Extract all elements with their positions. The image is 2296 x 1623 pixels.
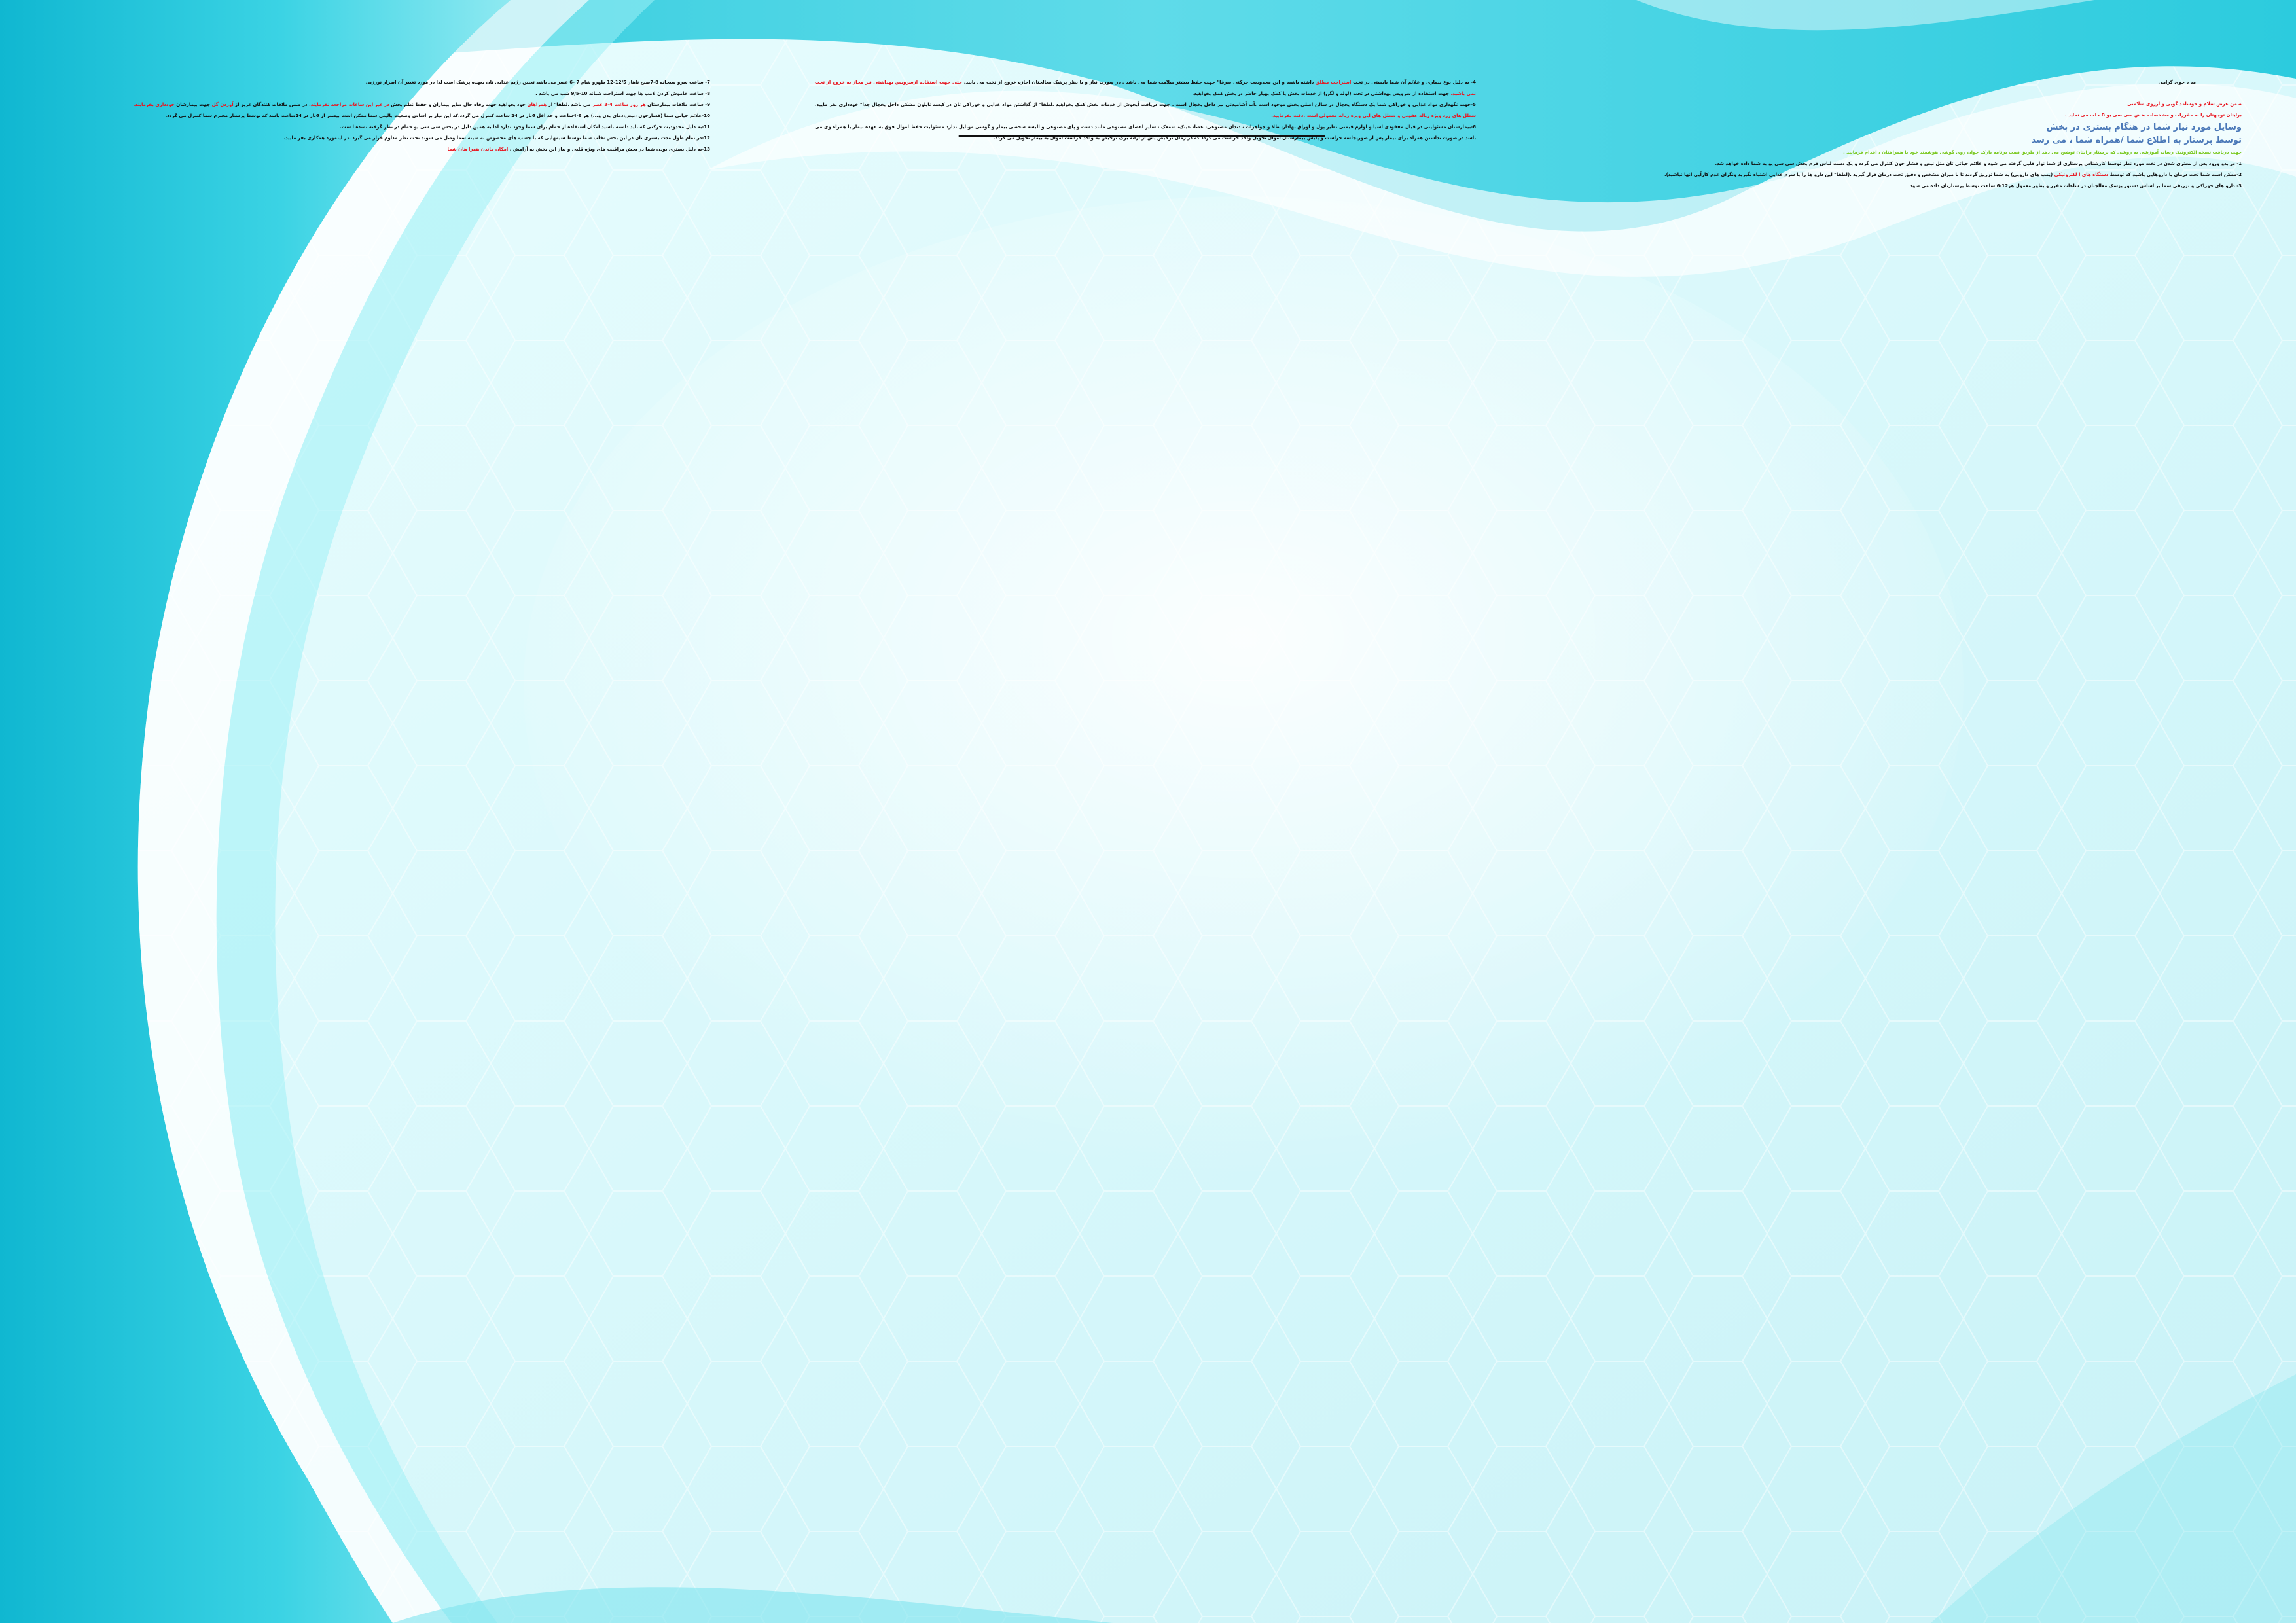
heading-a: وسایل مورد نیاز شما در هنگام بستری در بخش — [2046, 122, 2242, 132]
item-4 — [815, 77, 1476, 99]
item-2-b: دستگاه های ا لکترونیکی — [2054, 172, 2109, 177]
item-12: 12-در تمام طول مدت بستری تان در این بخش ،قلب شما توسط سیمهایی که با چسب های مخصوص به سینه شما وصل می شوند تحت نظر مداوم قرار می گیرد .در اینمورد همکاری بفر مایید. — [283, 135, 710, 141]
intro-b: برایتان توجهتان را به مقررات و مشخصات بخش سی سی یو B جلب می نماید . — [2065, 113, 2242, 118]
item-4-e: جهت استفاده از سرویس بهداشتی در تخت (لوله و لگن) از خدمات بخش یا کمک بهیار حاضر در بخش کمک بخواهید. — [1192, 91, 1450, 96]
item-8: 8- ساعت خاموش کردن لامپ ها جهت استراحت شبانه 10-9/5 شب می باشد . — [535, 91, 710, 96]
item-2-a: 2-ممکن است شما تحت درمان با داروهایی باشید که توسط — [2109, 172, 2242, 177]
middle-column — [815, 0, 1476, 1623]
item-4-b: استراحت مطلق — [1316, 80, 1352, 85]
item-9 — [62, 99, 710, 111]
item-6-b: پول و اوراق بهادار، طلا و جواهرات ، دندان مصنوعی، عصا، عینک، سمعک ، سایر اعضای مصنوعی مانند دست و پای مصنوعی و البسه شخصی بیمار و گوشی موبایل — [958, 124, 1325, 130]
item-2-c: (پمپ های دارویی) به شما تزریق گردند تا با میزان مشخص و دقیق تحت درمان قرار گیرید .(لطفا" این دارو ها را با سرم غذایی اشتباه نگیرید ونگران عدم کارآیی انها نباشید). — [1664, 172, 2053, 177]
item-5-a: 5-جهت نگهداری مواد غذایی و خوراکی شما یک دستگاه یخچال در سالن اصلی بخش موجود است .آب آشامیدنی نیز داخل یخچال است . جهت دریافت آبجوش از خدمات بخش کمک بخواهید .لطفا" از گذاشتن مواد غذایی و خوراکی تان در کیسه نایلون مشکی داخل یخچال جدا" خودداری بفر مایید. — [815, 102, 1476, 107]
item-11: 11-به دلیل محدودیت حرکتی که باید داشته باشید امکان استفاده از حمام برای شما وجود ندارد لذا به همین دلیل در بخش سی سی یو حمام در نظر گرفته نشده ا ست. — [340, 124, 710, 130]
item-13 — [62, 144, 710, 155]
item-9-i: جهت بیمارشان — [176, 102, 211, 107]
item-5 — [815, 99, 1476, 122]
item-9-f: در غیر این ساعات مراجعه نفرمایند. — [309, 102, 389, 107]
item-13-a: 13-به دلیل بستری بودن شما در بخش مراقبت های ویژه قلبی و نیاز این بخش به آرامش ، — [509, 147, 710, 152]
item-1: 1- در بدو ورود پس از بستری شدن در تخت مورد نظر توسط کارشناس پرستاری از شما نوار قلبی گرفته می شود و علائم حیاتی تان مثل نبض و فشار خون کنترل می گردد و یک دست لباس فرم بخش سی سی یو به شما داده خواهد شد. — [1715, 161, 2242, 166]
item-10: 10-علائم حیاتی شما (فشارخون ،نبض،دمای بدن و...) هر 6-4ساعت و حد اقل 6بار در 24 ساعت کنترل می گردد.که این نیاز بر اساس وضعیت بالینی شما ممکن است بیشتر از 6بار در 24ساعت باشد که توسط پرستار محترم شما کنترل می گردد. — [165, 113, 710, 118]
item-6-a: 6-بیمارستان مسئولیتی در قبال مفقودی اشیا و لوازم قیمتی نظیر — [1326, 124, 1477, 130]
item-4-a: 4- به دلیل نوع بیماری و علائم آن شما بایستی در تخت — [1353, 80, 1477, 85]
item-9-a: 9- ساعت ملاقات بیمارستان — [647, 102, 710, 107]
item-6-c: ندارد مسئولیت حفظ اموال فوق به عهده بیمار یا همراه وی می باشد در صورت نداشتن همراه برای بیمار پس از صورتجلسه حراست و پلیس بیمارستان اموال تحویل واحد حراست می گردد که در زمان ترخیص پس از ارائه برگ ترخیص به واحد حراست اموال به بیمار تحویل می گردد. — [815, 124, 1476, 141]
heading-b: توسط پرستار به اطلاع شما /همراه شما ، می رسد — [2031, 135, 2242, 145]
item-9-e: خود بخواهید جهت رفاه حال سایر بیماران و حفظ نظم بخش — [391, 102, 526, 107]
right-column — [1577, 0, 2242, 1623]
intro-a: ضمن عرض سلام و خوشامد گویی و آرزوی سلامتی — [2126, 101, 2242, 107]
item-9-d: همراهان — [527, 102, 547, 107]
left-column — [62, 0, 710, 1623]
item-3: 3- دارو های خوراکی و تزریقی شما بر اساس دستور پزشک معالجتان در ساعات مقرر و بطور معمول هر12-6 ساعت توسط پرستارتان داده می شود — [1910, 183, 2242, 188]
item-13-b: امکان ماندن همرا هان شما — [447, 147, 509, 152]
item-9-b: هر روز ساعت 4-3 عصر — [592, 102, 646, 107]
item-7: 7- ساعت سرو صبحانه 8-7صبح ناهار 12/5-12 ظهرو شام 7 -6 عصر می باشد تعیین رژیم غذایی تان بعهده پزشک است لذا در مورد تغییر آن اصرار نورزید. — [365, 80, 710, 85]
item-2 — [1577, 169, 2242, 181]
item-9-h: آوردن گل — [211, 102, 234, 107]
salutation: مد د جوی گرامی — [2158, 80, 2196, 85]
item-9-g: در ضمن ملاقات کنندگان عزیز از — [235, 102, 308, 107]
item-6 — [815, 122, 1476, 144]
item-4-c: داشته باشید و این محدودیت حرکتی صرفا" جهت حفظ بیشتر سلامت شما می باشد . در صورت نیاز و با نظر پزشک معالجتان اجازه خروج از تخت می یابید. — [963, 80, 1314, 85]
item-4-d: حتی جهت استفاده ازسرویس بهداشتی نیز مجاز به خروج از تخت نمی باشید. — [815, 80, 1476, 96]
guide-paragraph: جهت دریافت نسخه الکترونیک رسانه آموزشی به روشی که پرستار برایتان توضیح می دهد از طریق نصب برنامه بارکد خوان روی گوشی هوشمند خود یا همراهتان ، اقدام فرمایید . — [1843, 150, 2242, 155]
item-5-b: سطل های زرد ویژه زباله عفونی و سطل های آبی ویژه زباله معمولی است .دقت بفرمایید. — [1271, 113, 1476, 118]
item-9-c: می باشد .لطفا" از — [548, 102, 591, 107]
item-9-j: خودداری بفرمایند. — [133, 102, 175, 107]
